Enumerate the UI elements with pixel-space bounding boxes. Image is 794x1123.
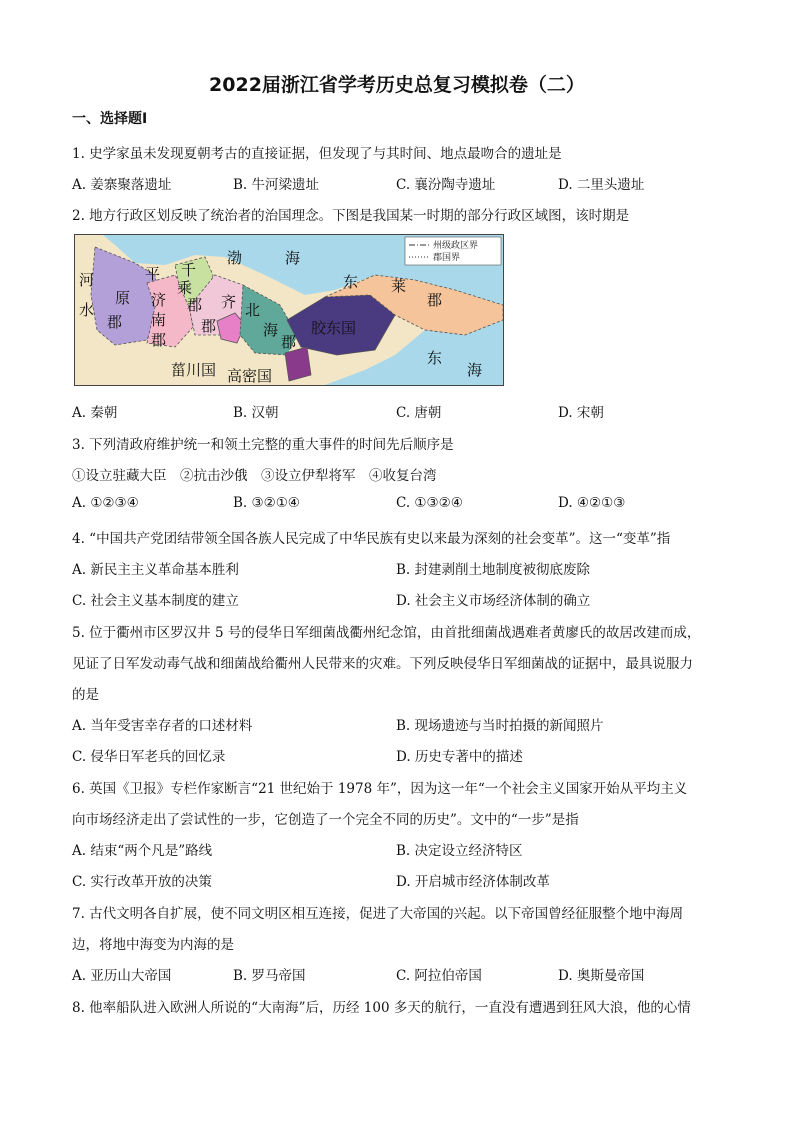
- q8-stem-line1: 8. 他率船队进入欧洲人所说的“大南海”后，历经 100 多天的航行，一直没有遭遇到狂风大浪，他的心情: [72, 1000, 691, 1016]
- map-label-qiancheng-1: 千: [181, 261, 197, 279]
- map-legend-state: 州级政区界: [433, 241, 479, 251]
- q6-option-d[interactable]: D. 开启城市经济体制改革: [396, 874, 550, 890]
- q3-option-b[interactable]: B. ③②①④: [233, 495, 300, 511]
- map-label-pingyuan-1: 平: [145, 265, 161, 283]
- map-label-river2: 水: [79, 301, 95, 319]
- q3-items: ①设立驻藏大臣 ②抗击沙俄 ③设立伊犁将军 ④收复台湾: [72, 468, 437, 484]
- q1-option-c[interactable]: C. 襄汾陶寺遗址: [396, 177, 496, 193]
- q7-option-a[interactable]: A. 亚历山大帝国: [72, 968, 172, 984]
- q5-stem-line3: 的是: [72, 687, 99, 703]
- q6-stem-line2: 向市场经济走出了尝试性的一步，它创造了一个完全不同的历史”。文中的“一步”是指: [72, 812, 579, 828]
- map-label-bohai1: 渤: [227, 249, 243, 267]
- map-label-river1: 河: [79, 271, 95, 289]
- map-label-jinan-3: 郡: [151, 331, 167, 349]
- q4-option-d[interactable]: D. 社会主义市场经济体制的确立: [396, 593, 591, 609]
- q3-option-d[interactable]: D. ④②①③: [558, 495, 626, 511]
- map-label-zichuan: 菑川国: [171, 361, 217, 379]
- q4-stem: 4. “中国共产党团结带领全国各族人民完成了中华民族有史以来最为深刻的社会变革”。这一“变革”指: [72, 531, 671, 547]
- map-label-jinan-1: 济: [151, 291, 167, 309]
- map-label-jinan-2: 南: [151, 311, 167, 329]
- q7-option-d[interactable]: D. 奥斯曼帝国: [558, 968, 645, 984]
- q2-option-c[interactable]: C. 唐朝: [396, 405, 442, 421]
- q4-option-a[interactable]: A. 新民主主义革命基本胜利: [72, 562, 239, 578]
- page-title: 2022届浙江省学考历史总复习模拟卷（二）: [209, 74, 585, 96]
- q6-option-b[interactable]: B. 决定设立经济特区: [396, 843, 523, 859]
- map-label-donglai-3: 郡: [427, 291, 443, 309]
- q5-stem-line1: 5. 位于衢州市区罗汉井 5 号的侵华日军细菌战衢州纪念馆，由首批细菌战遇难者黄廖氏的故居改建而成，: [72, 625, 701, 641]
- q5-option-c[interactable]: C. 侵华日军老兵的回忆录: [72, 749, 226, 765]
- q1-option-b[interactable]: B. 牛河梁遗址: [233, 177, 320, 193]
- q7-option-c[interactable]: C. 阿拉伯帝国: [396, 968, 482, 984]
- q2-option-d[interactable]: D. 宋朝: [558, 405, 604, 421]
- map-label-qi-1: 齐: [221, 293, 237, 311]
- map-label-gaomi: 高密国: [227, 367, 273, 385]
- section-heading: 一、选择题Ⅰ: [72, 111, 148, 127]
- q5-option-d[interactable]: D. 历史专著中的描述: [396, 749, 523, 765]
- map-legend-county: 郡国界: [433, 253, 461, 263]
- q6-option-a[interactable]: A. 结束“两个凡是”路线: [72, 843, 213, 859]
- map-label-beihai-2: 海: [263, 321, 279, 339]
- q4-option-c[interactable]: C. 社会主义基本制度的建立: [72, 593, 239, 609]
- q2-option-b[interactable]: B. 汉朝: [233, 405, 279, 421]
- q1-option-d[interactable]: D. 二里头遗址: [558, 177, 645, 193]
- map-label-donglai-2: 莱: [391, 277, 407, 295]
- administrative-map: [74, 234, 504, 386]
- map-svg: [75, 235, 503, 385]
- q7-stem-line2: 边，将地中海变为内海的是: [72, 937, 234, 953]
- q3-option-a[interactable]: A. ①②③④: [72, 495, 139, 511]
- map-label-qiancheng-2: 乘: [177, 279, 193, 297]
- map-label-donghai1: 东: [427, 349, 443, 367]
- q7-option-b[interactable]: B. 罗马帝国: [233, 968, 306, 984]
- q6-stem-line1: 6. 英国《卫报》专栏作家断言“21 世纪始于 1978 年”，因为这一年“一个社会主义国家开始从平均主义: [72, 781, 688, 797]
- q1-option-a[interactable]: A. 姜寨聚落遗址: [72, 177, 172, 193]
- q5-option-b[interactable]: B. 现场遗迹与当时拍摄的新闻照片: [396, 718, 604, 734]
- q3-option-c[interactable]: C. ①③②④: [396, 495, 463, 511]
- map-label-pingyuan-3: 郡: [107, 313, 123, 331]
- q7-stem-line1: 7. 古代文明各自扩展，使不同文明区相互连接，促进了大帝国的兴起。以下帝国曾经征服整个地中海周: [72, 906, 684, 922]
- map-label-pingyuan-2: 原: [115, 289, 131, 307]
- q2-stem: 2. 地方行政区划反映了统治者的治国理念。下图是我国某一时期的部分行政区域图，该时期是: [72, 208, 630, 224]
- map-label-beihai-3: 郡: [281, 333, 297, 351]
- map-region-gaomi: [285, 347, 311, 381]
- q1-stem: 1. 史学家虽未发现夏朝考古的直接证据，但发现了与其时间、地点最吻合的遗址是: [72, 146, 562, 162]
- q4-option-b[interactable]: B. 封建剥削土地制度被彻底废除: [396, 562, 591, 578]
- map-label-bohai2: 海: [285, 249, 301, 267]
- q5-option-a[interactable]: A. 当年受害幸存者的口述材料: [72, 718, 253, 734]
- map-label-qiancheng-3: 郡: [187, 296, 203, 314]
- q3-stem: 3. 下列清政府维护统一和领土完整的重大事件的时间先后顺序是: [72, 437, 454, 453]
- q6-option-c[interactable]: C. 实行改革开放的决策: [72, 874, 212, 890]
- map-label-jiaodong: 胶东国: [311, 319, 357, 337]
- q2-option-a[interactable]: A. 秦朝: [72, 405, 118, 421]
- map-label-qi-2: 郡: [201, 317, 217, 335]
- q5-stem-line2: 见证了日军发动毒气战和细菌战给衢州人民带来的灾难。下列反映侵华日军细菌战的证据中，最具说服力: [72, 656, 693, 672]
- map-label-donglai-1: 东: [343, 273, 359, 291]
- map-label-beihai-1: 北: [245, 301, 261, 319]
- map-label-donghai2: 海: [467, 361, 483, 379]
